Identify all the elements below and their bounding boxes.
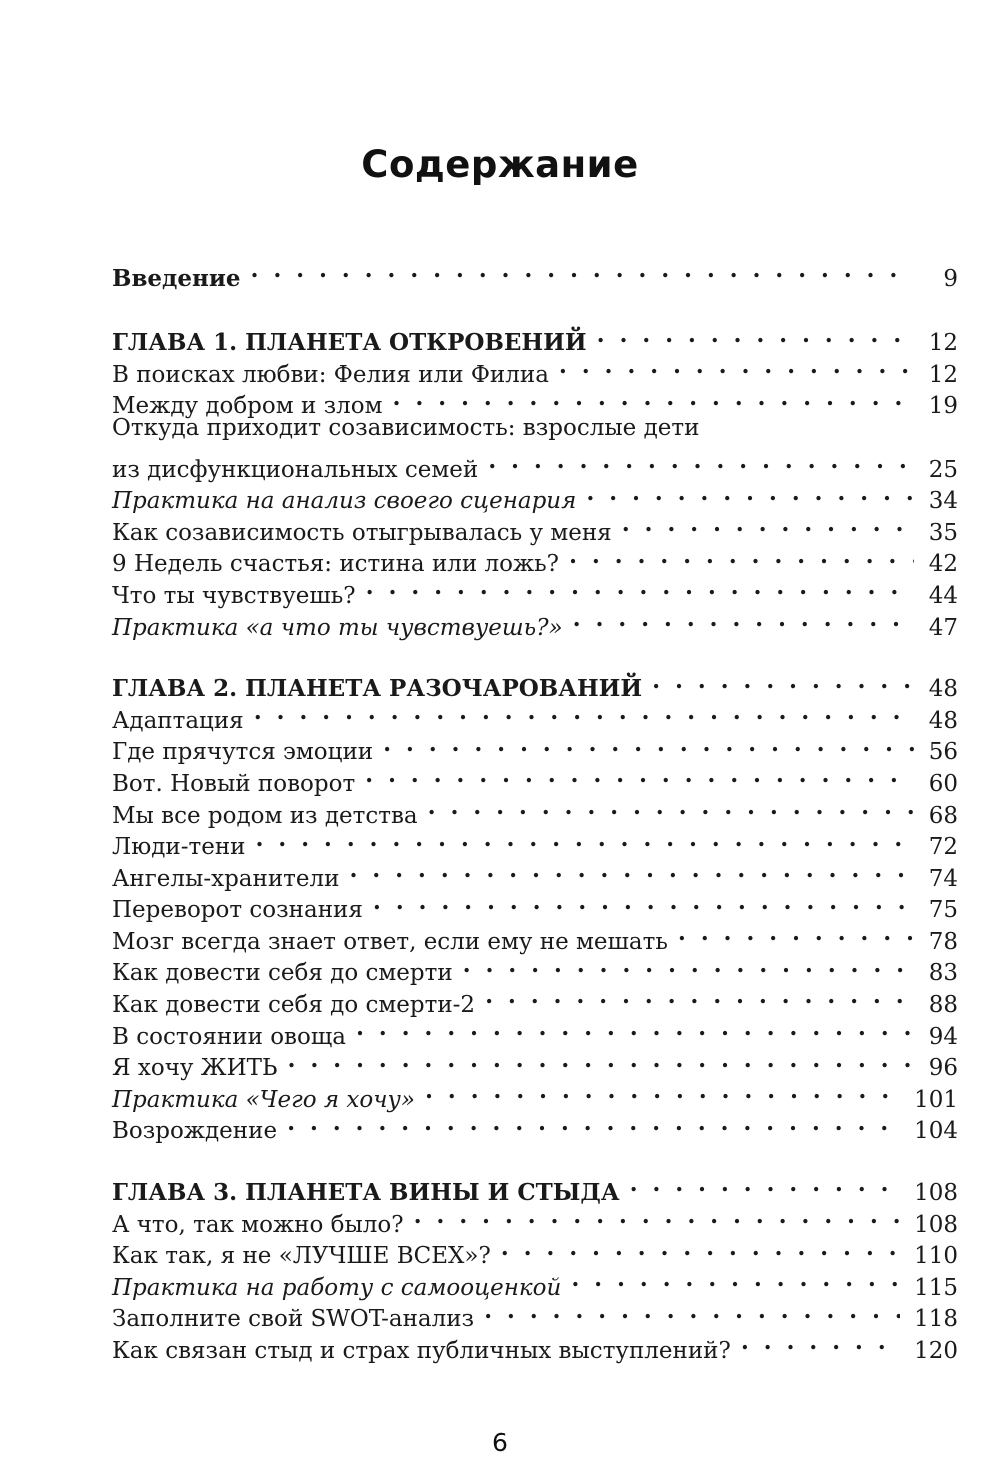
toc-entry-label: 9 Недель счастья: истина или ложь? [112,551,559,578]
dot-leader [569,540,914,572]
toc-page-number: 96 [928,1055,958,1082]
dot-leader [488,445,914,477]
dot-leader [622,508,914,540]
toc-entry-label: Как довести себя до смерти [112,960,453,987]
toc-page-number: 9 [943,265,958,292]
dot-leader [597,319,914,351]
toc-page-number: 56 [928,739,958,766]
toc-entry-label: Где прячутся эмоции [112,739,374,766]
dot-leader [288,1044,915,1076]
toc-page-number: 115 [914,1274,958,1301]
toc-entry-label: Практика на анализ своего сценария [112,488,577,515]
toc-entry-label: Практика на работу с самооценкой [112,1274,562,1301]
toc-page-number: 60 [928,770,958,797]
toc-page-number: 19 [928,393,958,420]
dot-leader [287,1107,900,1139]
dot-leader [485,980,914,1012]
dot-leader [630,1168,901,1200]
dot-leader [373,886,914,918]
toc-page-number: 78 [928,928,958,955]
page-number: 6 [492,1428,508,1457]
dot-leader [463,949,914,981]
toc-page-number: 68 [928,802,958,829]
dot-leader [559,350,914,382]
dot-leader [251,254,914,286]
toc-page-number: 47 [928,614,958,641]
toc-heading-label: Введение [112,264,241,292]
toc-heading-chapter-1[interactable] [112,319,958,357]
toc-entry-label: Практика «Чего я хочу» [112,1086,415,1113]
dot-leader [349,854,914,886]
toc-page-number: 48 [928,676,958,703]
toc-page-number: 42 [928,551,958,578]
toc-entry-label: Мы все родом из детства [112,802,418,829]
toc-entry-label: Между добром и злом [112,393,383,420]
toc-entry-label: Я хочу ЖИТЬ [112,1055,278,1082]
toc-entry[interactable] [112,445,958,483]
toc-page-number: 118 [914,1306,958,1333]
toc-page-number: 108 [914,1180,958,1207]
toc-entry-label: из дисфункциональных семей [112,456,479,483]
toc-page-number: 94 [928,1023,958,1050]
toc-page-number: 35 [928,519,958,546]
dot-leader [586,477,914,509]
dot-leader [484,1295,900,1327]
toc-entry-label: Ангелы-хранители [112,865,340,892]
dot-leader [741,1326,900,1358]
toc-entry-label: Люди-тени [112,834,246,861]
dot-leader [652,665,914,697]
toc-page-number: 25 [928,456,958,483]
table-of-contents [112,254,958,1364]
page-title: Содержание [361,143,639,186]
dot-leader [255,823,914,855]
toc-entry-label: Адаптация [112,707,244,734]
toc-page-number: 44 [928,582,958,609]
toc-page-number: 75 [928,897,958,924]
toc-heading-label: ГЛАВА 1. ПЛАНЕТА ОТКРОВЕНИЙ [112,329,587,357]
toc-entry-label: Как связан стыд и страх публичных выступлений? [112,1338,731,1364]
dot-leader [501,1232,900,1264]
toc-heading-label: ГЛАВА 2. ПЛАНЕТА РАЗОЧАРОВАНИЙ [112,675,643,703]
toc-page-number: 12 [928,361,958,388]
dot-leader [571,1263,900,1295]
toc-entry-first-line[interactable] [112,413,958,445]
toc-page-number: 12 [928,330,958,357]
toc-page-number: 83 [928,960,958,987]
dot-leader [425,1075,900,1107]
dot-leader [383,728,914,760]
toc-entry-label: Что ты чувствуешь? [112,582,356,609]
dot-leader [356,1012,914,1044]
toc-entry-label: Практика «а что ты чувствуешь?» [112,614,563,641]
dot-leader [678,917,914,949]
toc-entry-label: Вот. Новый поворот [112,770,356,797]
toc-heading-introduction[interactable] [112,254,958,292]
toc-entry-label: Возрождение [112,1118,278,1145]
toc-entry-label: Переворот сознания [112,897,363,924]
toc-page-number: 120 [914,1338,958,1364]
dot-leader [365,759,914,791]
toc-page-number: 48 [928,707,958,734]
toc-entry-label: Как так, я не «ЛУЧШЕ ВСЕХ»? [112,1243,491,1270]
toc-entry-label: В состоянии овоща [112,1023,346,1050]
toc-entry-label: В поисках любви: Фелия или Филиа [112,361,549,388]
toc-heading-chapter-3[interactable] [112,1168,958,1207]
toc-entry-label: А что, так можно было? [112,1211,404,1238]
toc-page-number: 34 [928,488,958,515]
toc-entry-label: Откуда приходит созависимость: взрослые дети [112,415,700,442]
toc-page-number: 108 [914,1211,958,1238]
toc-page-number: 88 [928,992,958,1019]
toc-entry-label: Заполните свой SWOT-анализ [112,1306,475,1333]
toc-page-number: 110 [914,1243,958,1270]
dot-leader [254,696,914,728]
dot-leader [428,791,914,823]
dot-leader [366,571,914,603]
toc-page-number: 101 [914,1086,958,1113]
dot-leader [573,603,914,635]
dot-leader [393,382,915,414]
toc-page-number: 74 [928,865,958,892]
toc-heading-label: ГЛАВА 3. ПЛАНЕТА ВИНЫ И СТЫДА [112,1179,620,1207]
dot-leader [414,1200,901,1232]
toc-entry-label: Как довести себя до смерти-2 [112,992,476,1019]
toc-page-number: 104 [914,1118,958,1145]
toc-heading-chapter-2[interactable] [112,665,958,703]
toc-entry-label: Мозг всегда знает ответ, если ему не мешать [112,928,668,955]
toc-entry-label: Как созависимость отыгрывалась у меня [112,519,612,546]
toc-page-number: 72 [928,834,958,861]
